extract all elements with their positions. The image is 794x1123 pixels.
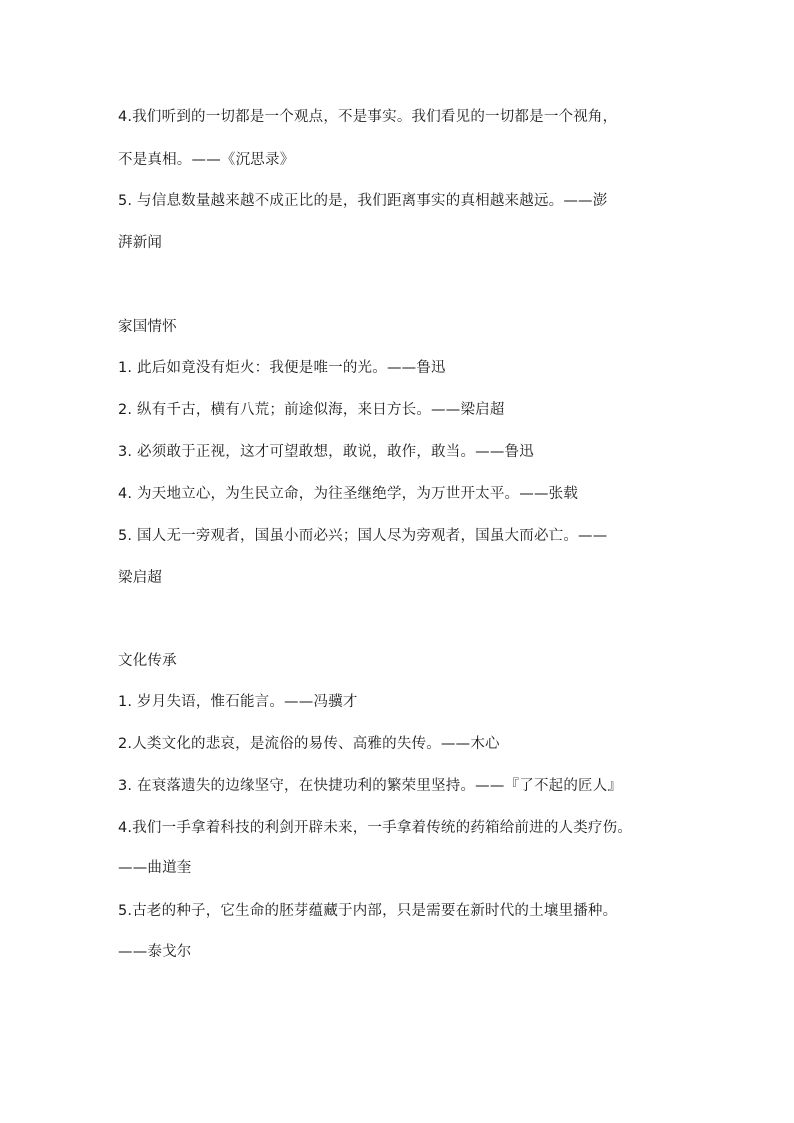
quote-line: 梁启超 [118,570,163,586]
quote-line: 5. 与信息数量越来越不成正比的是，我们距离事实的真相越来越远。——澎 [118,193,608,209]
quote-line: 5. 国人无一旁观者，国虽小而必兴；国人尽为旁观者，国虽大而必亡。—— [118,528,608,544]
quote-line: 4.我们听到的一切都是一个观点，不是事实。我们看见的一切都是一个视角， [118,109,618,125]
quote-line: 3. 必须敢于正视，这才可望敢想，敢说，敢作，敢当。——鲁迅 [118,444,534,460]
quote-line: 2.人类文化的悲哀，是流俗的易传、高雅的失传。——木心 [118,736,500,752]
quote-line: 1. 此后如竟没有炬火：我便是唯一的光。——鲁迅 [118,360,446,376]
section-heading-family-country: 家国情怀 [118,319,177,335]
quote-line: 4.我们一手拿着科技的利剑开辟未来，一手拿着传统的药箱给前进的人类疗伤。 [118,820,633,836]
quote-line: ——曲道奎 [118,860,192,876]
quote-line: 2. 纵有千古，横有八荒；前途似海，来日方长。——梁启超 [118,402,505,418]
section-heading-culture: 文化传承 [118,653,177,669]
quote-line: 3. 在衰落遗失的边缘坚守，在快捷功利的繁荣里坚持。——『了不起的匠人』 [118,778,623,794]
quote-line: 5.古老的种子，它生命的胚芽蕴藏于内部，只是需要在新时代的土壤里播种。 [118,903,618,919]
quote-line: 不是真相。——《沉思录》 [118,152,295,168]
quote-line: ——泰戈尔 [118,944,192,960]
quote-line: 4. 为天地立心，为生民立命，为往圣继绝学，为万世开太平。——张载 [118,486,579,502]
quote-line: 1. 岁月失语，惟石能言。——冯骥才 [118,694,358,710]
quote-line: 湃新闻 [118,235,163,251]
